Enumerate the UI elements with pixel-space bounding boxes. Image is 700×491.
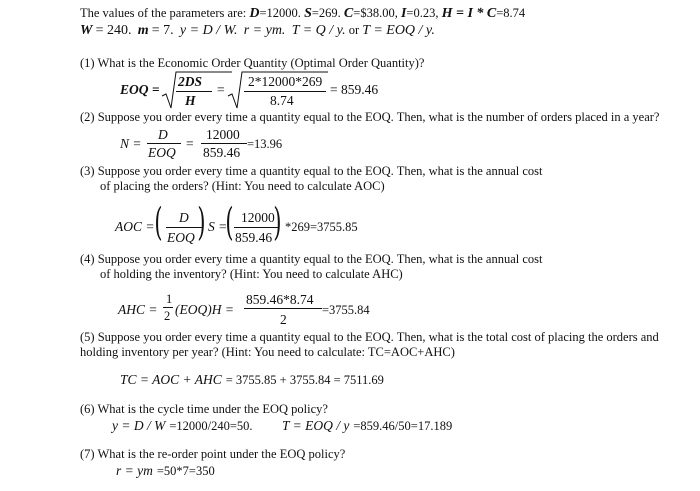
- param-S-label: S: [304, 6, 312, 21]
- param-H-expression: H = I * C: [441, 6, 497, 21]
- q3-right-paren-1: ): [197, 200, 206, 244]
- param-W-label: W: [80, 23, 93, 38]
- q6-y-formula: y = D / W: [112, 418, 166, 433]
- q4-frac-line-2: [244, 308, 322, 309]
- q1-num-1: 2DS: [178, 74, 203, 89]
- q4-den-2: 2: [280, 312, 287, 327]
- q3-num-2: 12000: [241, 210, 275, 225]
- q4-half-den: 2: [164, 309, 171, 323]
- q1-den-1: H: [185, 93, 196, 108]
- q5-formula-rhs: = 3755.85 + 3755.84 = 7511.69: [225, 373, 384, 387]
- q6-y-calc: =12000/240=50.: [169, 419, 253, 433]
- q3-right-paren-2: ): [273, 200, 282, 244]
- q3-lhs: AOC =: [115, 219, 155, 234]
- q2-question: (2) Suppose you order every time a quantity equal to the EOQ. Then, what is the number of orders placed in a year?: [80, 110, 660, 124]
- q4-num-2: 859.46*8.74: [246, 292, 314, 307]
- q1-eq: =: [217, 82, 225, 97]
- q3-num-1: D: [179, 210, 189, 225]
- q3-left-paren-2: (: [225, 200, 234, 244]
- q3-den-2: 859.46: [235, 230, 273, 245]
- q2-frac-line-1: [147, 143, 181, 144]
- q4-question-line-1: (4) Suppose you order every time a quantity equal to the EOQ. Then, what is the annual cost: [80, 252, 543, 266]
- param-m-label: m: [137, 23, 149, 38]
- q3-left-paren-1: (: [154, 200, 163, 244]
- param-r-expression: r = ym.: [243, 23, 286, 38]
- q2-eq: =: [186, 136, 194, 151]
- q7-line: [116, 462, 215, 480]
- param-D-value: =12000.: [259, 6, 301, 20]
- param-I-value: =0.23,: [406, 6, 439, 20]
- param-y-expression: y = D / W.: [179, 23, 238, 38]
- q1-num-2: 2*12000*269: [248, 74, 323, 89]
- q2-num-1: D: [158, 127, 168, 142]
- param-I-label: I: [400, 6, 407, 21]
- q6-question: (6) What is the cycle time under the EOQ policy?: [80, 402, 328, 416]
- q4-result: =3755.84: [322, 303, 370, 317]
- header-intro: The values of the parameters are:: [80, 6, 247, 20]
- q2-num-2: 12000: [206, 127, 240, 142]
- header-line-1: [80, 6, 525, 22]
- param-S-value: =269.: [311, 6, 341, 20]
- q3-question-line-2: of placing the orders? (Hint: You need to calculate AOC): [100, 179, 385, 193]
- q7-formula: r = ym: [116, 463, 153, 478]
- param-T-expression-1: T = Q / y.: [291, 23, 346, 38]
- q1-frac-line-2: [244, 91, 326, 92]
- q6-T-calc: =859.46/50=17.189: [353, 419, 453, 433]
- q4-mid: (EOQ)H =: [175, 302, 234, 317]
- q2-frac-line-2: [201, 143, 247, 144]
- param-H-value: =8.74: [496, 6, 526, 20]
- q3-S: S =: [208, 219, 228, 234]
- q5-question-line-1: (5) Suppose you order every time a quantity equal to the EOQ. Then, what is the total cost of placing the orders and: [80, 330, 659, 344]
- q5-formula-lhs: TC = AOC + AHC: [120, 372, 222, 387]
- q1-den-2: 8.74: [270, 93, 294, 108]
- param-T-expression-2: T = EOQ / y.: [362, 23, 435, 38]
- q7-calc: =50*7=350: [156, 464, 215, 478]
- q5-question-line-2: holding inventory per year? (Hint: You need to calculate: TC=AOC+AHC): [80, 345, 455, 359]
- q6-T-line: [282, 417, 452, 435]
- q2-den-2: 859.46: [203, 145, 241, 160]
- q1-result: = 859.46: [330, 82, 379, 97]
- param-C-label: C: [343, 6, 354, 21]
- q4-half-line: [163, 307, 173, 308]
- param-W-value: = 240.: [95, 23, 132, 38]
- q5-formula: [120, 371, 384, 389]
- q3-result: *269=3755.85: [285, 220, 358, 234]
- param-m-value: = 7.: [151, 23, 174, 38]
- header-or: or: [348, 23, 360, 37]
- q1-question: (1) What is the Economic Order Quantity (Optimal Order Quantity)?: [80, 56, 425, 70]
- q1-lhs: EOQ =: [120, 82, 160, 97]
- param-D-label: D: [249, 6, 260, 21]
- q7-question: (7) What is the re-order point under the EOQ policy?: [80, 447, 346, 461]
- q3-frac-line-2: [234, 227, 278, 228]
- q1-frac-line-1: [176, 91, 212, 92]
- q4-lhs: AHC =: [118, 302, 158, 317]
- q2-result: =13.96: [247, 137, 283, 151]
- q6-T-formula: T = EOQ / y: [282, 418, 350, 433]
- q6-y-line: [112, 417, 253, 435]
- q2-lhs: N =: [120, 136, 142, 151]
- q4-half-num: 1: [166, 292, 173, 306]
- header-line-2: [80, 23, 435, 39]
- q3-den-1: EOQ: [167, 230, 195, 245]
- q4-question-line-2: of holding the inventory? (Hint: You need to calculate AHC): [100, 267, 403, 281]
- param-C-value: =$38.00,: [353, 6, 398, 20]
- q3-question-line-1: (3) Suppose you order every time a quantity equal to the EOQ. Then, what is the annual cost: [80, 164, 543, 178]
- q2-den-1: EOQ: [148, 145, 176, 160]
